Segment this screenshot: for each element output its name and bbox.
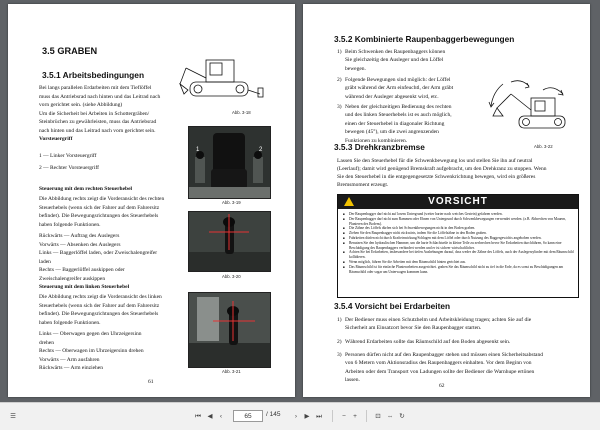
svg-text:1: 1 — [196, 147, 200, 153]
right-lever-photo — [188, 211, 271, 272]
grip-item: 1 — Linker Vorsteuergriff — [39, 153, 97, 159]
page-total: / 145 — [266, 411, 281, 418]
intro-text: Bei langs parallelen Erdarbeiten mit dem Tieflöffel muss das Antriebsrad nach hinten und das Leitrad nach vorn gerichtet sein. (siehe Abbildung) Um die Sicherheit bei Arbeiten in Schottergräben/ Steinbrüchen zu gewährleisten, muss das Antriebsrad nach hinten und das Leitrad nach vorn gerichtet sein. — [39, 85, 161, 134]
section-353-title: 3.5.3 Drehkranzbremse — [334, 142, 425, 152]
warning-item: ■ Das Räumschild ist für einfache Planierarbeiten ausgerichtet. graben Sie das Räumschild nicht zu tief in die Erde, da es sonst zu Beschädigungen am Räumschild oder sogar am Unterwagen kommen kann. — [343, 265, 574, 275]
list-item: 3) Neben der gleichzeitigen Bedienung des rechten und des linken Steuerhebels ist es auch möglich, einen der Steuerhebel in diagonaler Richtung bewegen (45°), um die zwei angrenzenden Funktionen zu kombinieren. — [337, 104, 452, 144]
warning-box — [337, 194, 579, 298]
excavator-drawing — [176, 54, 274, 110]
fit-width-icon[interactable]: ⇔ — [386, 413, 394, 420]
list-item: 2) Während Erdarbeiten sollte das Räumschild auf den Boden abgesenkt sein. — [337, 339, 511, 345]
prev-page-arrow-icon[interactable]: ‹ — [219, 413, 223, 420]
zoom-in-icon[interactable]: + — [353, 413, 357, 420]
toolbar-separator — [332, 410, 333, 422]
cab-photo — [188, 126, 271, 199]
fit-page-icon[interactable]: ⊡ — [375, 413, 381, 420]
grip-item: 2 — Rechter Vorsteuergriff — [39, 165, 99, 171]
warning-item: ■ Der Raupenbagger darf nicht zum Rammen oder Ebnen von Untergrund durch Schwenkbewegungen verwendet werden. (z.B. Abbrechen von Mauern, Planieren des Bodens). — [343, 217, 574, 227]
list-item: 1) Beim Schwenken des Raupenbaggers können Sie gleichzeitig den Ausleger und den Löffel bewegen. — [337, 49, 446, 72]
section-title: 3.5 GRABEN — [42, 46, 98, 56]
fig4-caption: Abb. 3-21 — [222, 369, 241, 374]
grip-heading: Vorsteuergriff — [39, 136, 73, 142]
svg-text:2: 2 — [259, 147, 263, 153]
right-page — [303, 4, 590, 397]
fig5-caption: Abb. 3-22 — [534, 144, 553, 149]
warning-triangle-icon — [344, 197, 354, 206]
fig3-caption: Abb. 3-20 — [222, 274, 241, 279]
page-number: 62 — [439, 383, 445, 389]
left-lever-moves: Links — Oberwagen gegen den Uhrzeigersinn drehen Rechts — Oberwagen im Uhrzeigersinn drehen Vorwärts — Arm ausfahren Rückwärts — Arm einziehen — [39, 331, 144, 372]
next-page-arrow-icon[interactable]: › — [294, 413, 298, 420]
prev-page-icon[interactable]: ◀ — [207, 413, 213, 420]
warning-list — [343, 212, 574, 274]
right-lever-heading: Steuerung mit dem rechten Steuerhebel — [39, 186, 133, 192]
last-page-icon[interactable]: ⏭ — [316, 413, 322, 420]
menu-icon[interactable]: ☰ — [10, 413, 16, 420]
page-input[interactable]: 65 — [233, 410, 263, 422]
first-page-icon[interactable]: ⏮ — [195, 413, 201, 420]
rotate-icon[interactable]: ↻ — [399, 413, 405, 420]
warning-item: ■ Ziehen Sie den Raupenbagger nicht rückwärts, indem Sie die Löffelzähne in den Boden graben. — [343, 231, 574, 236]
page-number: 61 — [148, 379, 154, 385]
section-354-title: 3.5.4 Vorsicht bei Erdarbeiten — [334, 301, 451, 311]
section-352-title: 3.5.2 Kombinierte Raupenbaggerbewegungen — [334, 34, 515, 44]
toolbar-separator — [366, 410, 367, 422]
left-lever-text: Die Abbildung rechts zeigt die Vorderansicht des linken Steuerhebels (wenn sich der Fahrer auf dem Fahrersitz befindet). Die Bewegungsrichtungen des Steuerhebels haben folgende Funktionen. — [39, 294, 162, 326]
left-page — [8, 4, 295, 397]
warning-item: ■ Wenn möglich, führen Sie die Arbeiten mit dem Räumschild hinten gerichtet aus. — [343, 260, 574, 265]
right-lever-text: Die Abbildung rechts zeigt die Vorderansicht des rechten Steuerhebels (wenn sich der Fahrer auf dem Fahrersitz befindet). Die Bewegungsrichtungen des Steuerhebels haben folgende Funktionen. — [39, 196, 165, 228]
list-item: 2) Folgende Bewegungen sind möglich: der Löffel gräbt während der Arm einfeuchtl, der Arm gräbt während der Ausleger abgesenkt wird, etc. — [337, 77, 454, 100]
viewer-toolbar — [0, 402, 600, 430]
right-lever-moves: Rückwärts — Auftrag des Auslegers Vorwärts — Absenken des Auslegers Links — Baggerlöffel laden, oder Zweischalengreifer laden Rechts — Baggerlöffel auskippen oder Zweischalengreifer auskippen — [39, 233, 158, 282]
warning-item: ■ Achten Sie bei Erdarbeiten, insbesondere bei tiefen Aushebungen darauf, dass weder der Zähne des Löffels, auch der Auslegerzylinder mit dem Räumschild kollidieren. — [343, 250, 574, 260]
warning-item: ■ Der Raupenbagger darf nicht auf losem Untergrund (weiter harter nach weiches Gestein) gefahren werden. — [343, 212, 574, 217]
brake-text: Lassen Sie den Steuerhebel für die Schwenkbewegung los und stellen Sie ihn auf neutral (Leerlauf); damit wird genügend Bremskraft aufgebracht, um den Drehkranz zu stoppen. Wenn Sie den Steuerhebel in die entgegengesetzte Schwenkrichtung bewegen, wird ein größeres Bremsmoment erzeugt. — [337, 158, 547, 189]
fig2-caption: Abb. 3-19 — [222, 200, 241, 205]
list-item: 3) Personen dürfen nicht auf den Raupenbagger stehen und müssen einen Sicherheitsabstand von 6 Metern vom Aktionsradius des Raupenbaggers einhalten. Vor dem Beginn von Arbeiten oder dem Transport von Ladungen sollte der Bediener die Warnhupe ertönen lassen. — [337, 352, 543, 384]
warning-item: ■ Benutzen Sie den hydraulischen Hammer, um die harte Schlachtseile in kleine Teile zu zerbrechen bevor Sie Erdarbeiten durchführen, So kann eine Beschädigung des Raupenbaggers verhindert werden und er ist sicheer wirtschaftlicher. — [343, 241, 574, 251]
fig1-caption: Abb. 3-18 — [232, 110, 251, 115]
next-page-icon[interactable]: ▶ — [304, 413, 310, 420]
excavator-movement-drawing — [481, 76, 577, 142]
warning-header: VORSICHT — [338, 195, 578, 209]
list-item: 1) Der Bediener muss einen Schutzhelm und Arbeitskleidung tragen; achten Sie auf die Sicherheit am Einsatzort bevor Sie den Raupenbagger starten. — [337, 317, 532, 332]
warning-item: ■ Die Zähne des Löffels dürfen sich bei Schwenkbewegungen nicht in den Boden graben. — [343, 226, 574, 231]
subsection-title: 3.5.1 Arbeitsbedingungen — [42, 70, 145, 80]
left-lever-heading: Steuerung mit dem linken Steuerhebel — [39, 284, 130, 290]
zoom-out-icon[interactable]: − — [342, 413, 346, 420]
warning-item: ■ Fahrketten dürfen nicht durch Krafteinwirkung/Schlagen mit dem Löffel oder durch Nutzung des Baggergewichts angehoben werden. — [343, 236, 574, 241]
left-lever-photo — [188, 292, 271, 368]
